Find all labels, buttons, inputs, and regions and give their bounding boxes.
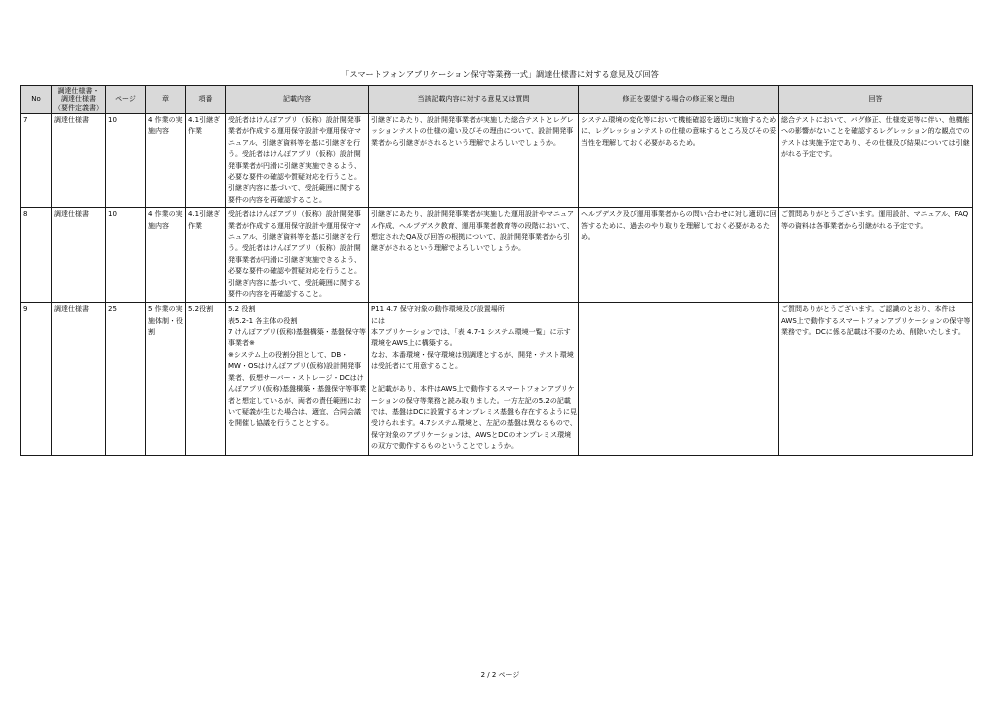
cell-item: 5.2役割	[186, 303, 226, 456]
cell-proposal: システム環境の変化等において機能確認を適切に実施するために、レグレッションテストの仕様の意味するところ及びその妥当性を理解しておく必要があるため。	[579, 114, 779, 208]
page-title: 「スマートフォンアプリケーション保守等業務一式」調達仕様書に対する意見及び回答	[341, 69, 659, 79]
header-item: 項番	[186, 86, 226, 114]
cell-content: 受託者はけんぽアプリ（仮称）設計開発事業者が作成する運用保守設計や運用保守マニュアル、引継ぎ資料等を基に引継ぎを行う。受託者はけんぽアプリ（仮称）設計開発事業者が円滑に引継ぎ実施できるよう、必要な要件の確認や質疑対応を行うこと。引継ぎ内容に基づいて、受託範囲に関する要件の内容を再確認すること。	[226, 114, 369, 208]
cell-proposal: ヘルプデスク及び運用事業者からの問い合わせに対し適切に回答するために、過去のやり取りを理解しておく必要があるため。	[579, 208, 779, 303]
cell-answer: ご質問ありがとうございます。運用設計、マニュアル、FAQ等の資料は各事業者から引継がれる予定です。	[779, 208, 973, 303]
header-document: 調達仕様書・ 調達仕様書 （要件定義書）	[52, 86, 106, 114]
header-proposal: 修正を要望する場合の修正案と理由	[579, 86, 779, 114]
header-row	[21, 86, 973, 114]
cell-document: 調達仕様書	[52, 303, 106, 456]
cell-question: 引継ぎにあたり、設計開発事業者が実施した運用設計やマニュアル作成、ヘルプデスク教育、運用事業者教育等の段階において、想定されたQA及び回答の根拠について、設計開発事業者から引継ぎがされるという理解でよろしいでしょうか。	[369, 208, 579, 303]
header-content: 記載内容	[226, 86, 369, 114]
cell-question: 引継ぎにあたり、設計開発事業者が実施した総合テストとレグレッションテストの仕様の違い及びその理由について、設計開発事業者から引継ぎがされるという理解でよろしいでしょうか。	[369, 114, 579, 208]
cell-chapter: 4 作業の実施内容	[146, 208, 186, 303]
cell-page: 10	[106, 208, 146, 303]
header-chapter: 章	[146, 86, 186, 114]
cell-document: 調達仕様書	[52, 208, 106, 303]
opinion-table	[20, 85, 973, 456]
cell-proposal	[579, 303, 779, 456]
cell-chapter: 5 作業の実施体制・役割	[146, 303, 186, 456]
table-body	[21, 114, 973, 456]
cell-content: 5.2 役割 表5.2-1 各主体の役割 7 けんぽアプリ(仮称)基盤構築・基盤保守等事業者※ ※システム上の役割分担として、DB・MW・OSはけんぽアプリ(仮称)設計開発事業者、仮想サーバー・ストレージ・DCはけんぽアプリ(仮称)基盤構築・基盤保守等事業者と想定しているが、両者の責任範囲において疑義が生じた場合は、適宜、合同会議を開催し協議を行うこととする。	[226, 303, 369, 456]
table-row	[21, 303, 973, 456]
table-header	[21, 86, 973, 114]
page-number: 2 / 2 ページ	[480, 671, 520, 679]
cell-no: 7	[21, 114, 52, 208]
table-row	[21, 114, 973, 208]
cell-content: 受託者はけんぽアプリ（仮称）設計開発事業者が作成する運用保守設計や運用保守マニュアル、引継ぎ資料等を基に引継ぎを行う。受託者はけんぽアプリ（仮称）設計開発事業者が円滑に引継ぎ実施できるよう、必要な要件の確認や質疑対応を行うこと。引継ぎ内容に基づいて、受託範囲に関する要件の内容を再確認すること。	[226, 208, 369, 303]
cell-page: 25	[106, 303, 146, 456]
cell-answer: 総合テストにおいて、バグ修正、仕様変更等に伴い、他機能への影響がないことを確認するレグレッション的な観点でのテストは実施予定であり、その仕様及び結果については引継がれる予定です。	[779, 114, 973, 208]
header-page: ページ	[106, 86, 146, 114]
header-question: 当該記載内容に対する意見又は質問	[369, 86, 579, 114]
cell-no: 8	[21, 208, 52, 303]
cell-item: 4.1引継ぎ作業	[186, 114, 226, 208]
cell-document: 調達仕様書	[52, 114, 106, 208]
header-answer: 回答	[779, 86, 973, 114]
cell-chapter: 4 作業の実施内容	[146, 114, 186, 208]
cell-item: 4.1引継ぎ作業	[186, 208, 226, 303]
cell-page: 10	[106, 114, 146, 208]
cell-no: 9	[21, 303, 52, 456]
table-row	[21, 208, 973, 303]
cell-question: P11 4.7 保守対象の動作環境及び設置場所 には 本アプリケーションでは、「表 4.7-1 システム環境一覧」に示す環境をAWS上に構築する。 なお、本番環境・保守環境は別調達とするが、開発・テスト環境は受託者にて用意すること。 と記載があり、本件はAWS上で動作するスマートフォンアプリケーションの保守等業務と読み取りました。一方左記の5.2の記載では、基盤はDCに設置するオンプレミス基盤も存在するように見受けられます。4.7システム環境と、左記の基盤は異なるもので、保守対象のアプリケーションは、AWSとDCのオンプレミス環境の双方で動作するものということでしょうか。	[369, 303, 579, 456]
header-no: No	[21, 86, 52, 114]
cell-answer: ご質問ありがとうございます。ご認識のとおり、本件はAWS上で動作するスマートフォンアプリケーションの保守等業務です。DCに係る記載は不要のため、削除いたします。	[779, 303, 973, 456]
